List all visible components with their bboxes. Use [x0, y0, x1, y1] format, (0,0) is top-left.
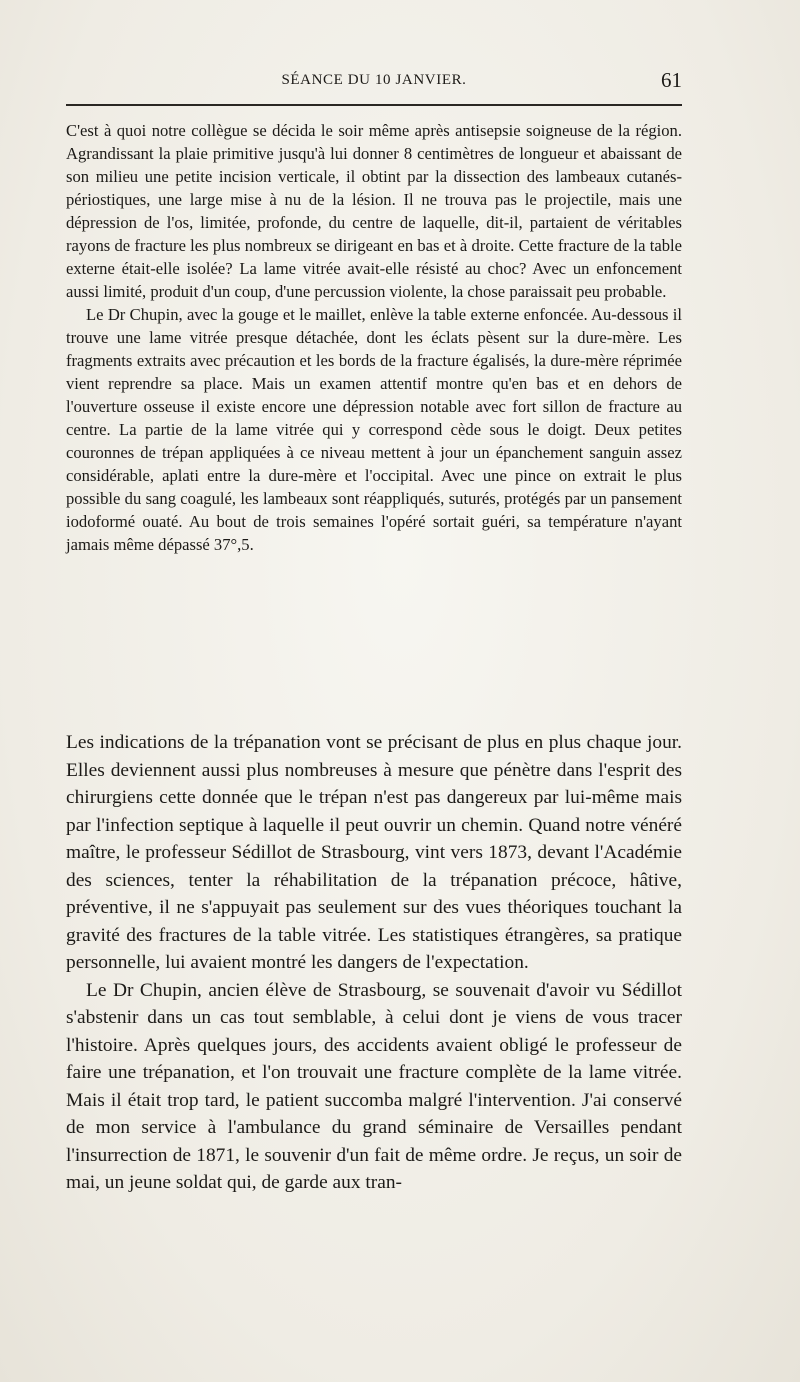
paragraph: Les indications de la trépanation vont se précisant de plus en plus chaque jour. Elles deviennent aussi plus nombreuses à mesure que pénètre dans l'esprit des chirurgiens cette donnée que le trépan n'est pas dangereux par lui-même mais par l'infection septique à laquelle il peut ouvrir un chemin. Quand notre vénéré maître, le professeur Sédillot de Strasbourg, vint vers 1873, devant l'Académie des sciences, tenter la réhabilitation de la trépanation précoce, hâtive, préventive, il ne s'appuyait pas seulement sur des vues théoriques touchant la gravité des fractures de la table vitrée. Les statistiques étrangères, sa pratique personnelle, lui avaient montré les dangers de l'expectation. — [66, 732, 682, 973]
small-print-section — [66, 119, 682, 556]
paragraph: Le Dr Chupin, ancien élève de Strasbourg, se souvenait d'avoir vu Sédillot s'abstenir dans un cas tout semblable, à celui dont je viens de vous tracer l'histoire. Après quelques jours, des accidents avaient obligé le professeur de faire une trépanation, et l'on trouvait une fracture complète de la lame vitrée. Mais il était trop tard, le patient succomba malgré l'intervention. J'ai conservé de mon service à l'ambulance du grand séminaire de Versailles pendant l'insurrection de 1871, le souvenir d'un fait de même ordre. Je reçus, un soir de mai, un jeune soldat qui, de garde aux tran- — [66, 979, 682, 1193]
paragraph: C'est à quoi notre collègue se décida le soir même après antisepsie soigneuse de la région. Agrandissant la plaie primitive jusqu'à lui donner 8 centimètres de longueur et abaissant de son milieu une petite incision verticale, il obtint par la dissection des lambeaux cutanés-périostiques, une large mise à nu de la lésion. Il ne trouva pas le projectile, mais une dépression de l'os, limitée, profonde, du centre de laquelle, dit-il, partaient de véritables rayons de fracture les plus nombreux se dirigeant en bas et à droite. Cette fracture de la table externe était-elle isolée? La lame vitrée avait-elle résisté au choc? Avec un enfoncement aussi limité, produit d'un coup, d'une percussion violente, la chose paraissait peu probable. — [66, 121, 682, 301]
header-rule — [66, 104, 682, 106]
running-head: SÉANCE DU 10 JANVIER. — [281, 72, 467, 88]
page-number: 61 — [661, 68, 682, 92]
page-header — [66, 68, 682, 96]
paragraph: Le Dr Chupin, avec la gouge et le maillet, enlève la table externe enfoncée. Au-dessous il trouve une lame vitrée presque détachée, dont les éclats pèsent sur la dure-mère. Les fragments extraits avec précaution et les bords de la fracture égalisés, la dure-mère réprimée vient reprendre sa place. Mais un examen attentif montre qu'en bas et en dehors de l'ouverture osseuse il existe encore une dépression notable avec fort sillon de fracture au centre. La partie de la lame vitrée qui y correspond cède sous le doigt. Deux petites couronnes de trépan appliquées à ce niveau mettent à jour un épanchement sanguin assez considérable, aplati entre la dure-mère et l'occipital. Avec une pince on extrait le plus possible du sang coagulé, les lambeaux sont réappliqués, suturés, protégés par un pansement iodoformé ouaté. Au bout de trois semaines l'opéré sortait guéri, sa température n'ayant jamais même dépassé 37°,5. — [66, 305, 682, 554]
main-text-section — [66, 729, 682, 1197]
